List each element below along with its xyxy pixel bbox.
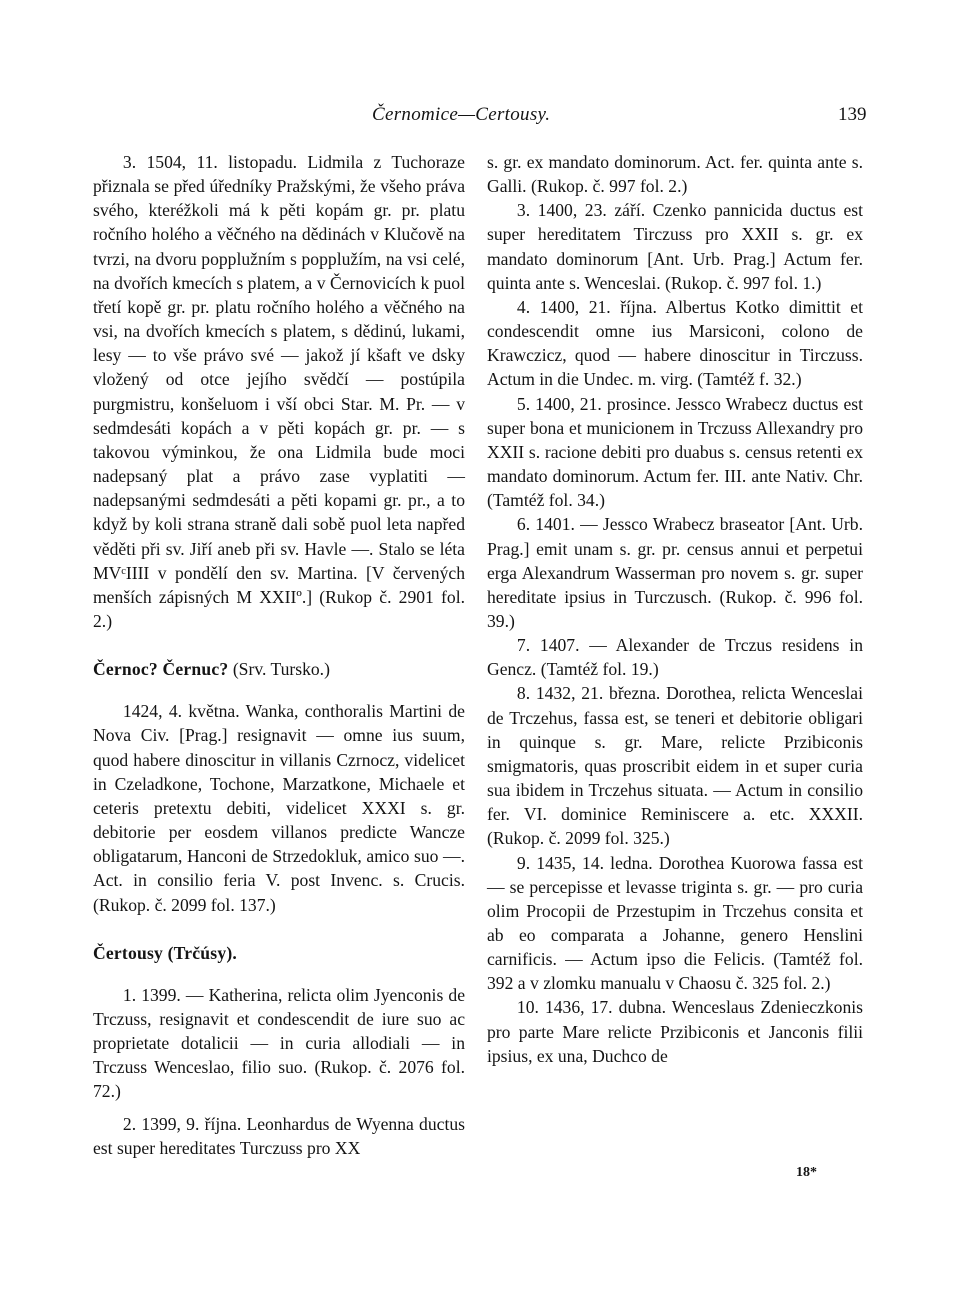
entry-paragraph: 7. 1407. — Alexander de Trczus residens in Gencz. (Tamtéž fol. 19.) <box>487 635 863 680</box>
entry-paragraph: 8. 1432, 21. března. Dorothea, relicta Wenceslai de Trczehus, fassa est, se teneri et debitorie obligari in quinque s. gr. Mare, relicte Przibiconis smigmatoris, quas proscribit eidem in et super curia sua ibidem in Trczehus situata. — Actum in consilio fer. VI. dominice Reminiscere a. etc. XXXII. (Rukop. č. 2099 fol. 325.) <box>487 683 863 849</box>
entry-paragraph: 1. 1399. — Katherina, relicta olim Jyenconis de Trczuss, resignavit et condescendit de iure suo ac proprietate dotalicii — in curia allodiali — in Trczuss Wenceslao, filio suo. (Rukop. č. 2076 fol. 72.) <box>93 984 465 1102</box>
entry-paragraph: 2. 1399, 9. října. Leonhardus de Wyenna ductus est super hereditates Turczuss pro XX <box>93 1113 465 1158</box>
entry-paragraph: 3. 1400, 23. září. Czenko pannicida ductus est super hereditatem Tirczuss pro XXII s. gr. ex mandato dominorum [Ant. Urb. Prag.] Actum fer. quinta ante s. Wenceslai. (Rukop. č. 997 fol. 1.) <box>487 200 863 293</box>
section-heading-title: Černoc? Černuc? <box>93 659 229 680</box>
entry-paragraph: 5. 1400, 21. prosince. Jessco Wrabecz ductus est super bona et municionem in Trczuss Allexandry pro XXII s. racione debiti pro duabus s. census retenti ex mandato dominorum. Actum fer. III. ante Nativ. Chr. (Tamtéž fol. 34.) <box>487 393 863 511</box>
entry-paragraph: s. gr. ex mandato dominorum. Act. fer. quinta ante s. Galli. (Rukop. č. 997 fol. 2.) <box>487 152 863 197</box>
entry-paragraph: 6. 1401. — Jessco Wrabecz braseator [Ant. Urb. Prag.] emit unam s. gr. pr. census annui et perpetui erga Alexandrum Wasserman pro novem s. gr. super hereditate ipsius in Turczusch. (Rukop. č. 996 fol. 39.) <box>487 514 863 631</box>
entry-paragraph: 4. 1400, 21. října. Albertus Kotko dimittit et condescendit omne ius Marsiconi, colono de Krawczicz, quod — habere dinoscitur in Tirczuss. Actum in die Undec. m. virg. (Tamtéž f. 32.) <box>487 296 863 390</box>
left-column <box>93 150 465 1160</box>
entry-paragraph: 9. 1435, 14. ledna. Dorothea Kuorowa fassa est — se percepisse et levasse triginta s. gr. — pro curia olim Procopii de Przestupim in Trczehus consita et ab eo comparata a Johanne, genero Henslini carnificis. — Actum ipso die Felicis. (Tamtéž fol. 392 a v zlomku manualu v Chaosu č. 325 fol. 2.) <box>487 852 863 994</box>
right-column <box>487 150 863 1068</box>
section-heading-note: (Srv. Tursko.) <box>228 659 330 680</box>
section-heading-certousy: Čertousy (Trčúsy). <box>93 942 237 963</box>
running-head: Černomice—Certousy. <box>372 104 551 125</box>
entry-paragraph: 10. 1436, 17. dubna. Wenceslaus Zdenieczkonis pro parte Mare relicte Przibiconis et Janconis filii ipsius, ex una, Duchco de <box>487 997 863 1066</box>
page-header <box>0 104 960 134</box>
section-heading-cernoc <box>93 657 465 681</box>
page-number: 139 <box>838 104 867 125</box>
entry-paragraph: 3. 1504, 11. listopadu. Lidmila z Tuchoraze přiznala se před úředníky Pražskými, že všeho práva svého, kteréžkoli má k pěti kopám gr. pr. platu ročního holého a věčného na dědinách v Klučově na tvrzi, na dvoru popplužním s popplužím, na vsi celé, na dvořích kmecích s platem, a v Černovicích k puol třetí kopě gr. pr. platu ročního holého a věčného na vsi, na dvořích kmecích s platem, s dědinú, lukami, lesy — to vše právo své — jakož jí kšaft ve dsky vložený od otce jejího svědčí — postúpila purgmistru, konšeluom i vší obci Star. M. Pr. — v sedmdesáti kopách a v pěti kopách gr. pr. — s takovou výminkou, že ona Lidmila bude moci nadepsaný plat a právo zase vyplatiti — nadepsanými sedmdesáti a pěti kopami gr. pr., a to když by koli strana straně dali sobě puol leta napřed věděti při sv. Jiří aneb při sv. Havle —. Stalo se léta MVᶜIIII v pondělí den sv. Martina. [V červených menších zápisných M XXIIº.] (Rukop č. 2901 fol. 2.) <box>93 152 465 631</box>
signature-mark: 18* <box>796 1165 817 1180</box>
entry-paragraph: 1424, 4. května. Wanka, conthoralis Martini de Nova Civ. [Prag.] resignavit — omne ius suum, quod habere dinoscitur in villanis Czrnocz, videlicet in Czeladkone, Tochone, Marzatkone, Michaele et ceteris pretextu debiti, videlicet XXXI s. gr. debitorie per eosdem villanos predicte Wancze obligatarum, Hanconi de Strzedokluk, amico suo —. Act. in consilio feria V. post Invenc. s. Crucis. (Rukop. č. 2099 fol. 137.) <box>93 701 465 915</box>
